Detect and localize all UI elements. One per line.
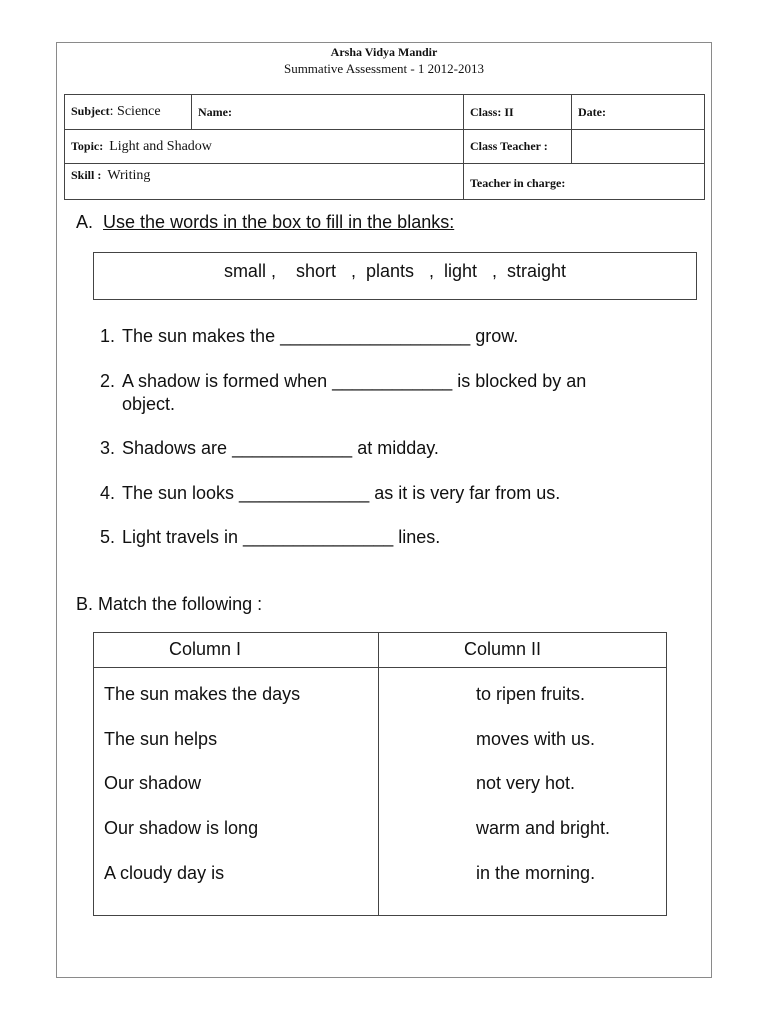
date-label: Date:: [578, 104, 606, 119]
section-a-heading: [76, 212, 454, 233]
match-right-3: not very hot.: [476, 773, 576, 793]
class-teacher-value-cell: [572, 130, 705, 164]
info-table: [64, 94, 705, 200]
match-table: [93, 632, 667, 916]
class-label: Class:: [470, 104, 502, 119]
skill-label: Skill :: [71, 168, 102, 182]
info-row-3: [65, 164, 705, 200]
match-left-5: A cloudy day is: [104, 863, 225, 883]
teacher-in-charge-cell: [464, 164, 705, 200]
match-right-5: in the morning.: [476, 863, 596, 883]
match-left-3: Our shadow: [104, 773, 202, 793]
match-right-4: warm and bright.: [476, 818, 611, 838]
header-divider: [94, 667, 666, 668]
question-text: The sun makes the ___________________ grow.: [122, 326, 519, 346]
question-text: A shadow is formed when ____________ is blocked by an: [122, 371, 587, 391]
topic-cell: [65, 130, 464, 164]
section-a-marker: A.: [76, 212, 94, 232]
subject-label: Subject: [71, 104, 110, 118]
question-number: 5.: [100, 527, 116, 547]
name-cell: [192, 95, 464, 130]
match-right-1: to ripen fruits.: [476, 684, 586, 704]
class-value: II: [504, 104, 514, 119]
info-row-2: [65, 130, 705, 164]
question-1: [100, 325, 670, 348]
question-number: 3.: [100, 438, 116, 458]
match-left-1: The sun makes the days: [104, 684, 301, 704]
class-teacher-cell: [464, 130, 572, 164]
question-2: [100, 370, 670, 416]
question-5: [100, 526, 670, 549]
subject-cell: [65, 95, 192, 130]
topic-value: Light and Shadow: [109, 138, 212, 154]
match-right-2: moves with us.: [476, 729, 596, 749]
date-cell: [572, 95, 705, 130]
match-left-2: The sun helps: [104, 729, 218, 749]
question-text: Light travels in _______________ lines.: [122, 527, 441, 547]
exam-title: Summative Assessment - 1 2012-2013: [283, 61, 485, 76]
question-number: 1.: [100, 326, 116, 346]
subject-value: : Science: [109, 104, 161, 119]
match-left-4: Our shadow is long: [104, 818, 259, 838]
school-name: Arsha Vidya Mandir: [330, 45, 438, 59]
column-2-header: Column II: [464, 639, 542, 659]
topic-label: Topic:: [71, 138, 104, 153]
info-row-1: [65, 95, 705, 130]
skill-cell: [65, 164, 464, 200]
question-text: The sun looks _____________ as it is very far from us.: [122, 483, 561, 503]
question-3: [100, 437, 670, 460]
class-teacher-label: Class Teacher :: [470, 139, 548, 153]
question-4: [100, 482, 670, 505]
section-b-heading: B. Match the following :: [76, 594, 263, 614]
question-text: Shadows are ____________ at midday.: [122, 438, 439, 458]
class-cell: [464, 95, 572, 130]
question-number: 4.: [100, 483, 116, 503]
word-box: small , short , plants , light , straight: [93, 252, 697, 300]
name-label: Name:: [198, 104, 232, 119]
column-1-header: Column I: [169, 639, 242, 659]
teacher-in-charge-label: Teacher in charge:: [470, 176, 566, 190]
question-text-continued: object.: [122, 394, 176, 414]
question-number: 2.: [100, 371, 116, 391]
column-divider: [378, 633, 379, 915]
section-a-title: Use the words in the box to fill in the blanks:: [103, 212, 455, 232]
skill-value: Writing: [107, 168, 151, 183]
